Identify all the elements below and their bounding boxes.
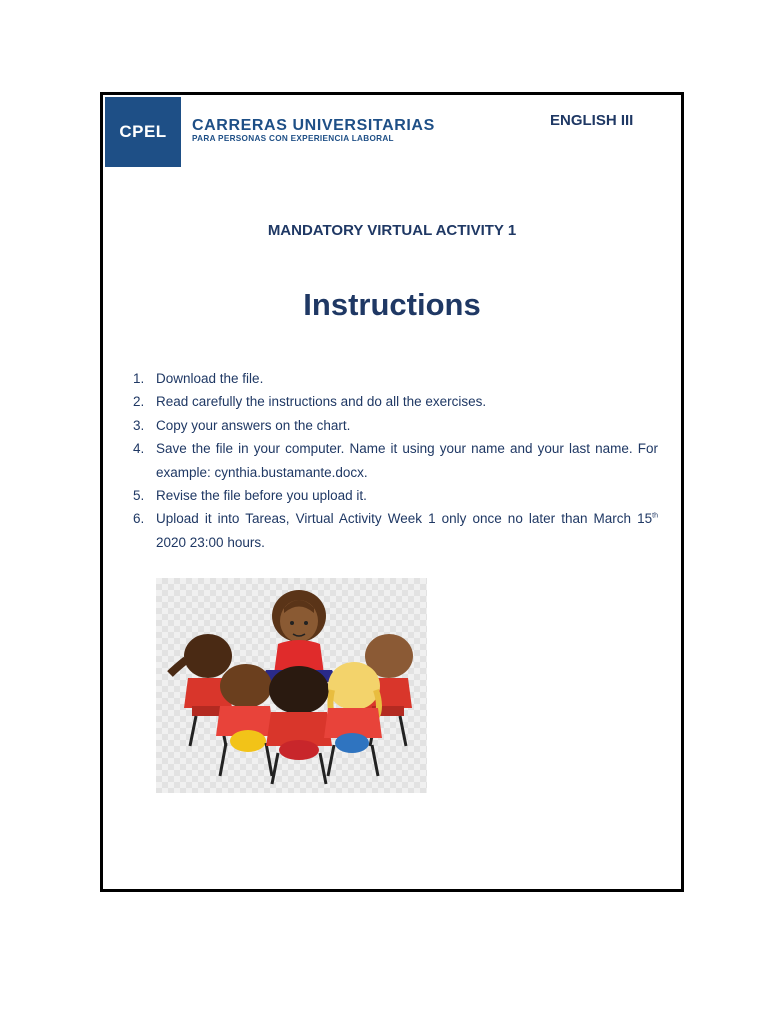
- course-name: ENGLISH III: [550, 112, 634, 129]
- instruction-step: 4. Save the file in your computer. Name it using your name and your last name. For example: cynthia.bustamante.docx.: [133, 441, 658, 480]
- instructions-heading: Instructions: [303, 287, 481, 322]
- instruction-step: 6. Upload it into Tareas, Virtual Activity Week 1 only once no later than March 15th 2020 23:00 hours.: [133, 511, 658, 550]
- instruction-step: 2. Read carefully the instructions and do all the exercises.: [133, 394, 487, 410]
- logo-text: CPEL: [119, 122, 167, 141]
- instruction-step: 1. Download the file.: [133, 371, 264, 386]
- classroom-illustration: [156, 578, 427, 793]
- brand-subtitle: PARA PERSONAS CON EXPERIENCIA LABORAL: [192, 134, 394, 143]
- instruction-list: [133, 367, 658, 554]
- cpel-logo: [105, 97, 181, 167]
- page-frame: [100, 92, 684, 892]
- teacher-and-students-clipart: [156, 578, 427, 793]
- instruction-step: 3. Copy your answers on the chart.: [133, 417, 351, 433]
- brand-title: CARRERAS UNIVERSITARIAS: [192, 117, 435, 134]
- activity-title: MANDATORY VIRTUAL ACTIVITY 1: [267, 222, 517, 239]
- instruction-step: 5. Revise the file before you upload it.: [133, 488, 367, 504]
